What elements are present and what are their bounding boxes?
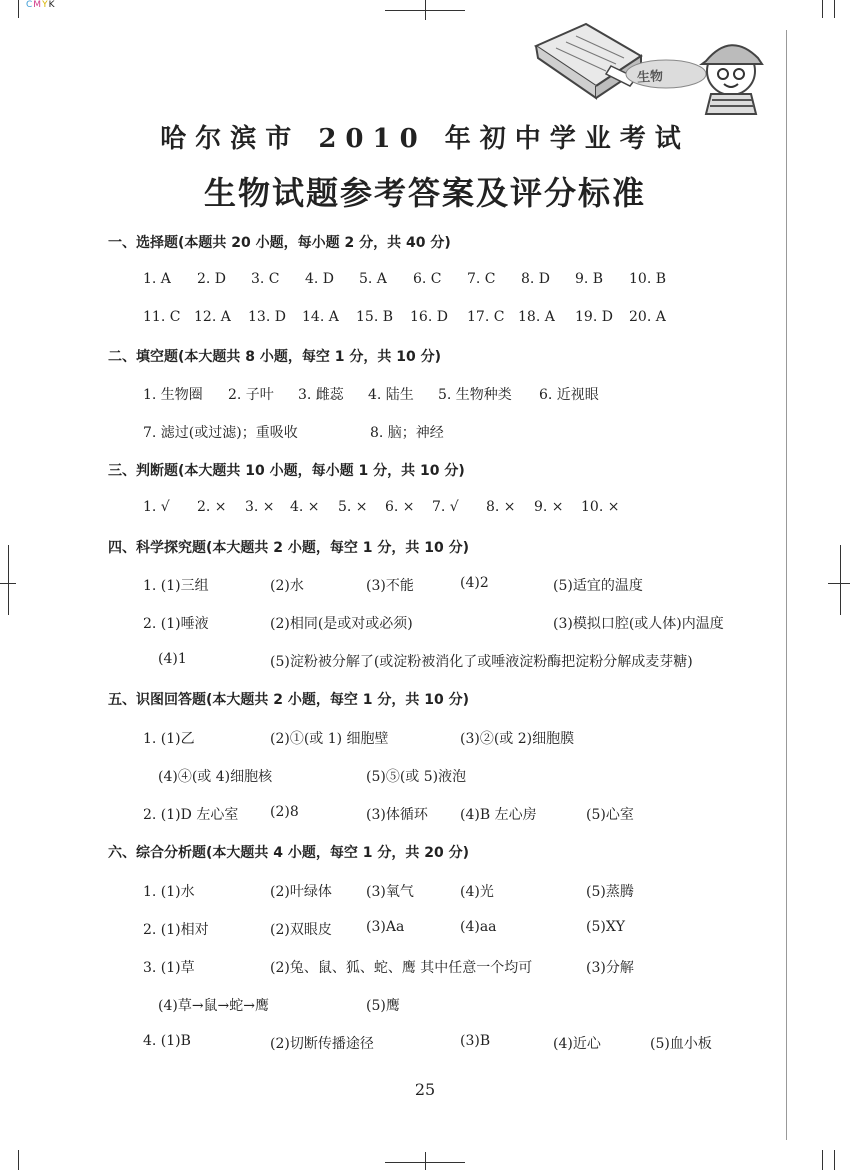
- answer-item: 18. A: [518, 309, 555, 325]
- answer-item: 2. (1)唾液: [143, 616, 209, 632]
- answer-item: 2. D: [197, 271, 227, 287]
- crop-mark: [18, 1150, 19, 1170]
- answer-item: 5. 生物种类: [438, 387, 512, 403]
- registration-mark: [425, 0, 426, 20]
- answer-item: 1. 生物圈: [143, 387, 203, 403]
- answer-item: 7. √: [432, 499, 459, 515]
- answer-item: (5)心室: [586, 807, 634, 823]
- answer-item: 1. √: [143, 499, 170, 515]
- answer-item: (5)蒸腾: [586, 884, 634, 900]
- answer-item: 4. 陆生: [368, 387, 414, 403]
- answer-item: (5)鹰: [366, 998, 400, 1014]
- crop-mark: [822, 0, 823, 18]
- answer-item: (4)近心: [553, 1036, 601, 1052]
- subject-badge-label: 生物: [636, 69, 664, 86]
- answer-item: (2)切断传播途径: [270, 1036, 374, 1052]
- crop-mark: [18, 0, 19, 18]
- answer-item: (3)氧气: [366, 884, 414, 900]
- answer-item: 6. ×: [385, 499, 415, 515]
- page-number: 25: [414, 1080, 436, 1099]
- answer-item: 6. 近视眼: [539, 387, 599, 403]
- answer-item: (3)分解: [586, 960, 634, 976]
- page-title: 哈尔滨市 2010 年初中学业考试: [160, 124, 690, 154]
- answer-item: (4)B 左心房: [460, 807, 537, 823]
- crop-mark: [834, 0, 835, 18]
- answer-item: 4. ×: [290, 499, 320, 515]
- answer-item: 16. D: [410, 309, 448, 325]
- answer-item: (5)血小板: [650, 1036, 712, 1052]
- answer-item: (2)①(或 1) 细胞壁: [270, 731, 389, 747]
- answer-item: 19. D: [575, 309, 613, 325]
- answer-item: 1. (1)三组: [143, 578, 209, 594]
- answer-item: 4. (1)B: [143, 1033, 191, 1049]
- answer-item: 12. A: [194, 309, 231, 325]
- answer-item: 3. (1)草: [143, 960, 195, 976]
- answer-item: 2. 子叶: [228, 387, 274, 403]
- answer-item: 13. D: [248, 309, 286, 325]
- answer-item: (4)④(或 4)细胞核: [158, 769, 273, 785]
- cmyk-y: Y: [42, 0, 49, 10]
- answer-item: 4. D: [305, 271, 335, 287]
- answer-item: 8. ×: [486, 499, 516, 515]
- cmyk-c: C: [26, 0, 34, 10]
- answer-item: 2. ×: [197, 499, 227, 515]
- section-heading-choice: 一、选择题(本题共 20 小题，每小题 2 分，共 40 分): [108, 235, 451, 251]
- registration-mark: [8, 545, 9, 615]
- cmyk-m: M: [33, 0, 43, 10]
- answer-item: 14. A: [302, 309, 339, 325]
- answer-item: (3)Aa: [366, 919, 405, 935]
- crop-mark: [822, 1150, 823, 1170]
- answer-item: (4)2: [460, 575, 489, 591]
- cmyk-color-bar: [26, 0, 55, 10]
- answer-item: 3. 雌蕊: [298, 387, 344, 403]
- answer-item: (2)兔、鼠、狐、蛇、鹰 其中任意一个均可: [270, 960, 533, 976]
- cmyk-k: K: [48, 0, 56, 10]
- answer-item: (3)B: [460, 1033, 491, 1049]
- answer-item: (4)光: [460, 884, 494, 900]
- answer-item: 8. 脑；神经: [370, 425, 444, 441]
- answer-item: 11. C: [143, 309, 181, 325]
- answer-item: 1. A: [143, 271, 171, 287]
- answer-item: (5)适宜的温度: [553, 578, 643, 594]
- answer-item: 3. ×: [245, 499, 275, 515]
- answer-item: (4)草→鼠→蛇→鹰: [158, 998, 270, 1014]
- answer-item: 8. D: [521, 271, 551, 287]
- answer-item: (3)模拟口腔(或人体)内温度: [553, 616, 724, 632]
- answer-item: 1. (1)乙: [143, 731, 195, 747]
- registration-mark: [840, 545, 841, 615]
- answer-item: (5)XY: [586, 919, 626, 935]
- answer-item: (3)②(或 2)细胞膜: [460, 731, 575, 747]
- registration-mark: [425, 1152, 426, 1170]
- answer-item: 9. ×: [534, 499, 564, 515]
- answer-item: (2)水: [270, 578, 304, 594]
- answer-item: 7. 滤过(或过滤)；重吸收: [143, 425, 298, 441]
- answer-item: (2)相同(是或对或必须): [270, 616, 413, 632]
- answer-item: (3)不能: [366, 578, 414, 594]
- answer-item: (4)1: [158, 651, 187, 667]
- answer-item: 5. ×: [338, 499, 368, 515]
- section-heading-inquiry: 四、科学探究题(本大题共 2 小题，每空 1 分，共 10 分): [108, 540, 470, 556]
- registration-mark: [828, 583, 850, 584]
- section-heading-analysis: 六、综合分析题(本大题共 4 小题，每空 1 分，共 20 分): [108, 845, 470, 861]
- answer-item: 6. C: [413, 271, 442, 287]
- answer-item: 5. A: [359, 271, 387, 287]
- answer-item: 9. B: [575, 271, 604, 287]
- page-subtitle: 生物试题参考答案及评分标准: [203, 174, 646, 212]
- section-heading-true-false: 三、判断题(本大题共 10 小题，每小题 1 分，共 10 分): [108, 463, 465, 479]
- section-heading-diagram: 五、识图回答题(本大题共 2 小题，每空 1 分，共 10 分): [108, 692, 470, 708]
- answer-item: (4)aa: [460, 919, 497, 935]
- answer-item: (2)叶绿体: [270, 884, 332, 900]
- section-heading-fill-blank: 二、填空题(本大题共 8 小题，每空 1 分，共 10 分): [108, 349, 442, 365]
- answer-item: 3. C: [251, 271, 280, 287]
- answer-item: 20. A: [629, 309, 666, 325]
- answer-item: 1. (1)水: [143, 884, 195, 900]
- answer-item: (5)淀粉被分解了(或淀粉被消化了或唾液淀粉酶把淀粉分解成麦芽糖): [270, 654, 693, 670]
- answer-item: 10. B: [629, 271, 667, 287]
- answer-item: 2. (1)D 左心室: [143, 807, 239, 823]
- crop-mark: [834, 1150, 835, 1170]
- answer-item: 7. C: [467, 271, 496, 287]
- answer-item: (5)⑤(或 5)液泡: [366, 769, 467, 785]
- answer-item: 17. C: [467, 309, 505, 325]
- answer-item: (2)8: [270, 804, 299, 820]
- answer-item: (3)体循环: [366, 807, 428, 823]
- answer-item: (2)双眼皮: [270, 922, 332, 938]
- answer-item: 2. (1)相对: [143, 922, 209, 938]
- answer-item: 10. ×: [581, 499, 620, 515]
- answer-item: 15. B: [356, 309, 394, 325]
